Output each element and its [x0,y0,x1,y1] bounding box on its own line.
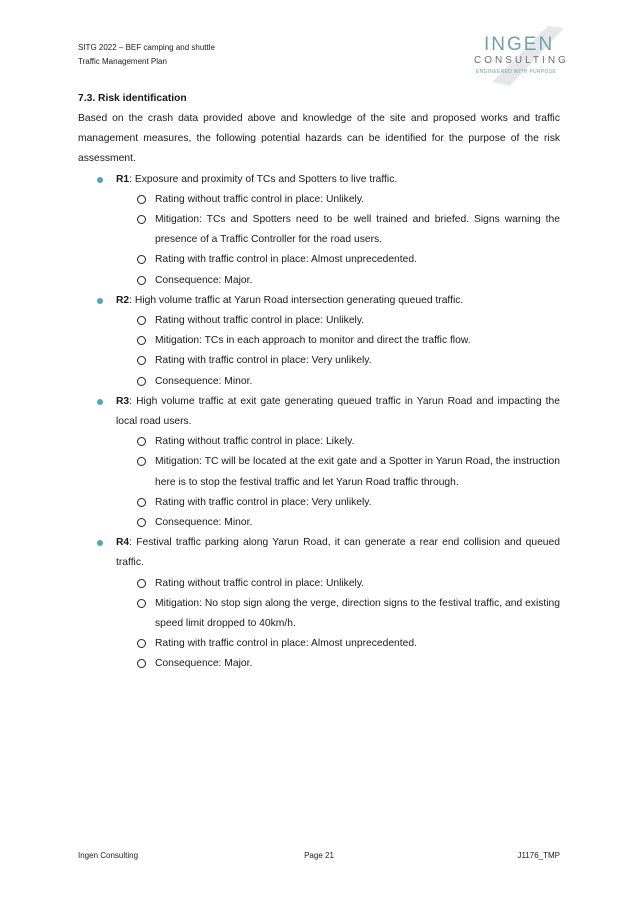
list-item [116,210,560,250]
footer-company: Ingen Consulting [78,851,139,860]
ingen-logo [470,22,569,88]
circle-bullet-icon [137,195,146,204]
list-item [116,513,560,533]
logo-tagline: ENGINEERED WITH PURPOSE [476,69,556,75]
circle-bullet-icon [137,276,146,285]
list-item-text: Rating with traffic control in place: Almost unprecedented. [155,254,417,266]
risk-item-r4 [78,533,560,674]
list-item [116,311,560,331]
circle-bullet-icon [137,255,146,264]
list-item [116,654,560,674]
risk-title [116,533,560,573]
list-item [116,432,560,452]
risk-description: : High volume traffic at Yarun Road intersection generating queued traffic. [129,294,464,306]
list-item [116,351,560,371]
circle-bullet-icon [137,316,146,325]
list-item-text: Consequence: Major. [155,658,253,670]
risk-id: R3 [116,395,130,407]
list-item-text: Mitigation: TCs and Spotters need to be well trained and briefed. Signs warning the presence of a Traffic Controller for the road users. [155,214,560,246]
risk-item-r3 [78,392,560,533]
risk-title [116,170,560,190]
circle-bullet-icon [137,498,146,507]
footer-page-number: Page 21 [304,851,334,860]
risk-id: R4 [116,537,130,549]
risk-description: : High volume traffic at exit gate generating queued traffic in Yarun Road and impacting the local road users. [116,395,560,428]
header-line-1: SITG 2022 – BEF camping and shuttle [78,43,215,52]
risk-description: : Festival traffic parking along Yarun Road, it can generate a rear end collision and queued traffic. [116,537,560,569]
circle-bullet-icon [137,457,146,466]
circle-bullet-icon [137,336,146,345]
risk-sublist [116,190,560,291]
list-item [116,493,560,513]
circle-bullet-icon [137,518,146,527]
list-item [116,271,560,291]
list-item [116,190,560,210]
circle-bullet-icon [137,215,146,224]
logo-word-consulting: CONSULTING [474,55,569,66]
bullet-icon [97,298,103,304]
intro-paragraph: Based on the crash data provided above and knowledge of the site and proposed works and traffic management measures, the following potential hazards can be identified for the purpose of the risk assessment. [78,113,560,165]
risk-sublist [116,432,560,533]
list-item-text: Consequence: Minor. [155,517,253,529]
list-item-text: Mitigation: TCs in each approach to monitor and direct the traffic flow. [155,335,471,347]
list-item-text: Rating without traffic control in place: Unlikely. [155,577,365,589]
circle-bullet-icon [137,599,146,608]
circle-bullet-icon [137,659,146,668]
circle-bullet-icon [137,639,146,648]
list-item-text: Mitigation: No stop sign along the verge, direction signs to the festival traffic, and existing speed limit dropped to 40km/h. [155,597,560,630]
risk-item-r2 [78,291,560,392]
list-item [116,452,560,492]
list-item [116,250,560,270]
list-item [116,594,560,634]
footer-document-code: J1176_TMP [517,851,560,860]
risk-description: : Exposure and proximity of TCs and Spotters to live traffic. [129,173,398,185]
list-item [116,331,560,351]
risk-item-r1 [78,170,560,291]
page-header [78,41,215,69]
list-item-text: Rating without traffic control in place: Likely. [155,436,355,448]
circle-bullet-icon [137,437,146,446]
list-item-text: Rating with traffic control in place: Very unlikely. [155,355,372,367]
section-heading: 7.3. Risk identification [78,93,187,104]
bullet-icon [97,177,103,183]
circle-bullet-icon [137,377,146,386]
risk-title [116,392,560,432]
risk-sublist [116,311,560,392]
list-item-text: Rating without traffic control in place: Unlikely. [155,315,365,327]
list-item [116,634,560,654]
risk-sublist [116,574,560,675]
bullet-icon [97,399,103,405]
risk-id: R1 [116,173,130,185]
risk-id: R2 [116,294,130,306]
list-item-text: Rating with traffic control in place: Very unlikely. [155,496,372,508]
logo-word-ingen: INGEN [484,34,555,55]
risk-title [116,291,560,311]
main-content [78,89,560,675]
circle-bullet-icon [137,356,146,365]
risk-list [78,170,560,675]
list-item-text: Consequence: Major. [155,274,253,286]
list-item-text: Rating without traffic control in place: Unlikely. [155,193,365,205]
list-item [116,372,560,392]
bullet-icon [97,540,103,546]
header-line-2: Traffic Management Plan [78,57,167,66]
list-item [116,574,560,594]
circle-bullet-icon [137,579,146,588]
list-item-text: Mitigation: TC will be located at the exit gate and a Spotter in Yarun Road, the instruction here is to stop the festival traffic and let Yarun Road traffic through. [155,456,560,488]
list-item-text: Rating with traffic control in place: Almost unprecedented. [155,638,417,650]
list-item-text: Consequence: Minor. [155,375,253,387]
